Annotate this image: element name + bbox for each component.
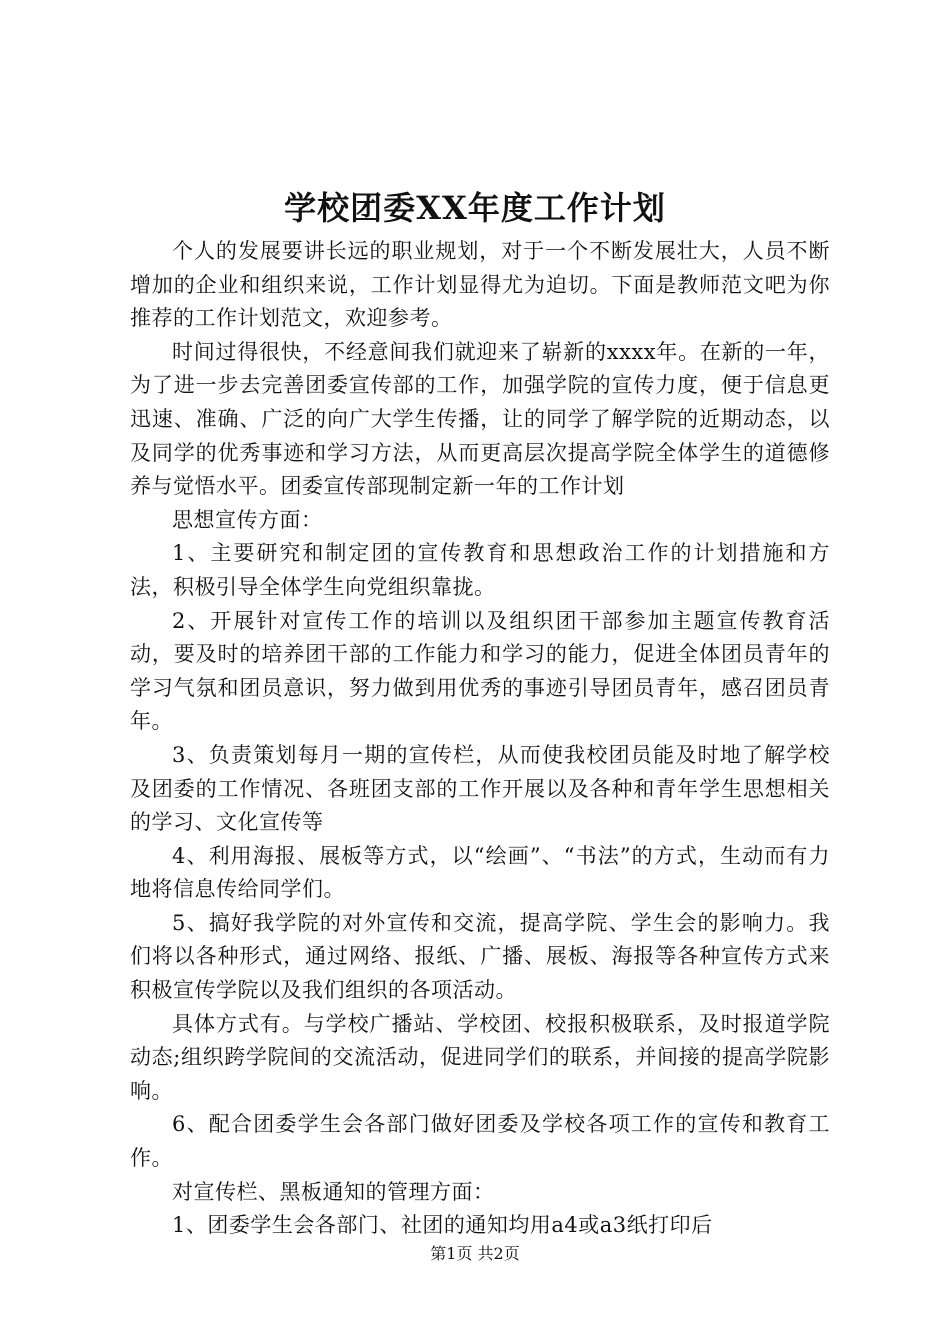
paragraph-background: 时间过得很快，不经意间我们就迎来了崭新的xxxx年。在新的一年，为了进一步去完善团委宣传部的工作，加强学院的宣传力度，便于信息更迅速、准确、广泛的向广大学生传播，让的同学了解学院的近期动态，以及同学的优秀事迹和学习方法，从而更高层次提高学院全体学生的道德修养与觉悟水平。团委宣传部现制定新一年的工作计划 [130,339,830,499]
section-heading-board: 对宣传栏、黑板通知的管理方面： [172,1179,495,1204]
document-body [130,235,830,1243]
paragraph-board-item-1: 1、团委学生会各部门、社团的通知均用a4或a3纸打印后 [172,1213,713,1238]
paragraph-item-4: 4、利用海报、展板等方式，以“绘画”、“书法”的方式，生动而有力地将信息传给同学们。 [130,843,830,902]
paragraph-intro: 个人的发展要讲长远的职业规划，对于一个不断发展壮大，人员不断增加的企业和组织来说，工作计划显得尤为迫切。下面是教师范文吧为你推荐的工作计划范文，欢迎参考。 [130,239,830,331]
paragraph-methods: 具体方式有。与学校广播站、学校团、校报积极联系，及时报道学院动态;组织跨学院间的交流活动，促进同学们的联系，并间接的提高学院影响。 [130,1011,830,1103]
section-heading-ideology: 思想宣传方面： [172,507,323,532]
paragraph-item-1: 1、主要研究和制定团的宣传教育和思想政治工作的计划措施和方法，积极引导全体学生向党组织靠拢。 [130,541,830,599]
page-footer: 第1页 共2页 [430,1244,520,1263]
paragraph-item-3: 3、负责策划每月一期的宣传栏，从而使我校团员能及时地了解学校及团委的工作情况、各班团支部的工作开展以及各种和青年学生思想相关的学习、文化宣传等 [130,742,830,835]
paragraph-item-5: 5、搞好我学院的对外宣传和交流，提高学院、学生会的影响力。我们将以各种形式，通过网络、报纸、广播、展板、海报等各种宣传方式来积极宣传学院以及我们组织的各项活动。 [130,910,830,1003]
paragraph-item-6: 6、配合团委学生会各部门做好团委及学校各项工作的宣传和教育工作。 [130,1112,830,1171]
document-title: 学校团委XX年度工作计划 [284,189,666,227]
paragraph-item-2: 2、开展针对宣传工作的培训以及组织团干部参加主题宣传教育活动，要及时的培养团干部的工作能力和学习的能力，促进全体团员青年的学习气氛和团员意识，努力做到用优秀的事迹引导团员青年，感召团员青年。 [130,608,830,734]
